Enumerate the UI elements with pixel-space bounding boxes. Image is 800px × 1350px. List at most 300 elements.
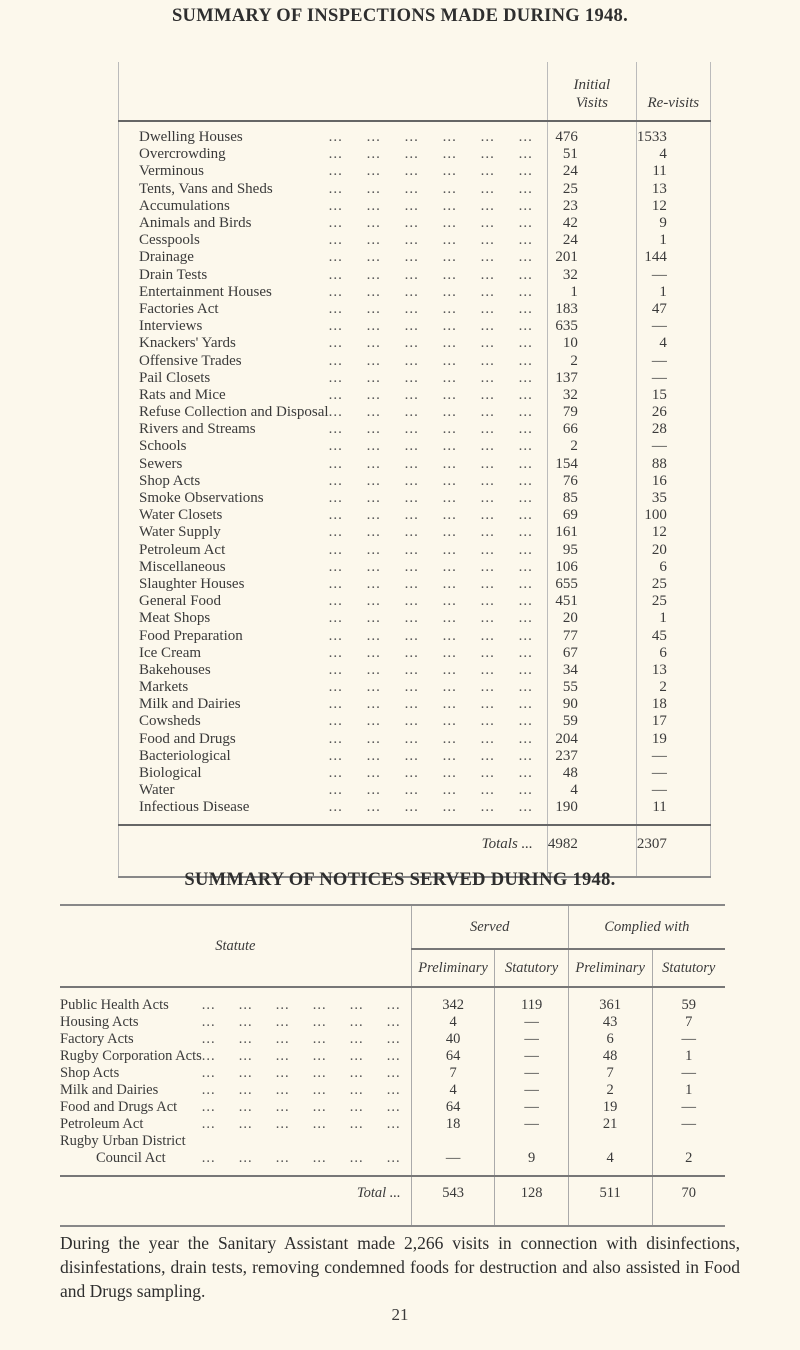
revisits-cell: 6 (636, 645, 710, 662)
dot-leader (242, 353, 533, 370)
row-label (119, 765, 547, 782)
row-label-text: Rugby Corporation Acts (60, 1048, 202, 1064)
table-row (119, 232, 711, 249)
served-preliminary-cell: 64 (411, 1048, 495, 1065)
row-label (60, 1031, 411, 1048)
table-row (119, 731, 711, 748)
revisits-cell: 19 (636, 731, 710, 748)
dot-leader (139, 1014, 401, 1031)
row-label (119, 301, 547, 318)
complied-preliminary-cell: 7 (568, 1065, 652, 1082)
initial-visits-cell: 24 (547, 163, 636, 180)
revisits-cell: — (636, 352, 710, 369)
revisits-cell: — (636, 765, 710, 782)
initial-visits-cell: 106 (547, 559, 636, 576)
table-row (119, 267, 711, 284)
complied-preliminary-cell: 19 (568, 1099, 652, 1116)
revisits-cell: 47 (636, 301, 710, 318)
served-statutory-cell: — (495, 1014, 568, 1031)
row-label (119, 335, 547, 352)
row-label (119, 370, 547, 387)
row-label-cell (60, 1031, 411, 1048)
initial-visits-cell: 32 (547, 387, 636, 404)
initial-visits-cell: 2 (547, 438, 636, 455)
row-label (119, 473, 547, 490)
row-label-cell (60, 1082, 411, 1099)
row-label (119, 713, 547, 730)
dot-leader (174, 782, 532, 799)
revisits-cell: 4 (636, 335, 710, 352)
row-label (119, 679, 547, 696)
row-label (60, 1133, 411, 1150)
row-label (119, 232, 547, 249)
row-label-text: Petroleum Act (60, 1116, 144, 1132)
served-statutory-cell: — (495, 1048, 568, 1065)
served-preliminary-cell: 342 (411, 987, 495, 1014)
dot-leader (200, 232, 533, 249)
row-label-text: Rivers and Streams (139, 421, 256, 438)
dot-leader (256, 421, 533, 438)
dot-leader (219, 301, 533, 318)
row-label-text: Knackers' Yards (139, 335, 236, 352)
row-label-cell (119, 627, 548, 644)
revisits-cell: 13 (636, 181, 710, 198)
row-label (119, 146, 547, 163)
revisits-cell: 11 (636, 163, 710, 180)
table-row (119, 181, 711, 198)
table-row (119, 456, 711, 473)
dot-leader (329, 404, 533, 421)
row-label-text: Council Act (96, 1150, 166, 1166)
initial-visits-cell: 2 (547, 352, 636, 369)
row-label (119, 542, 547, 559)
row-label (119, 490, 547, 507)
revisits-cell: 15 (636, 387, 710, 404)
row-label-text: Food and Drugs Act (60, 1099, 178, 1115)
table-row (60, 1082, 725, 1099)
row-label (119, 559, 547, 576)
dot-leader (177, 1099, 400, 1116)
inspections-table (118, 62, 711, 878)
complied-statutory-cell: — (652, 1099, 725, 1116)
revisits-cell: 9 (636, 215, 710, 232)
row-label-cell (119, 232, 548, 249)
row-label-text: Milk and Dairies (60, 1082, 159, 1098)
table-row (119, 146, 711, 163)
row-label (60, 1099, 411, 1116)
revisits-header: Re-visits (636, 62, 710, 121)
revisits-cell: 144 (636, 249, 710, 266)
row-label (119, 610, 547, 627)
notices-body (60, 987, 725, 1176)
row-label-text: Petroleum Act (139, 541, 226, 558)
row-label-text: Markets (139, 679, 189, 696)
row-label-cell (119, 782, 548, 799)
row-label-cell (119, 301, 548, 318)
initial-visits-cell: 154 (547, 456, 636, 473)
row-label (119, 421, 547, 438)
dot-leader (236, 335, 533, 352)
table-row (119, 799, 711, 824)
row-label (119, 507, 547, 524)
row-label-text: Offensive Trades (139, 352, 242, 369)
row-label-cell (60, 1099, 411, 1116)
table-row (119, 473, 711, 490)
revisits-cell: — (636, 782, 710, 799)
row-label-text: Pail Closets (139, 369, 211, 386)
initial-visits-cell: 67 (547, 645, 636, 662)
table-row (119, 610, 711, 627)
revisits-cell: 35 (636, 490, 710, 507)
table-row (60, 1031, 725, 1048)
row-label-text: Shop Acts (139, 472, 201, 489)
revisits-cell: 1 (636, 232, 710, 249)
row-label (119, 163, 547, 180)
dot-leader (252, 215, 533, 232)
initial-visits-cell: 237 (547, 748, 636, 765)
table-row (60, 1014, 725, 1031)
row-label-text: Public Health Acts (60, 997, 169, 1013)
revisits-cell: — (636, 370, 710, 387)
row-label-text: Water (139, 782, 175, 799)
dot-leader (202, 1048, 401, 1065)
complied-preliminary-cell: 21 (568, 1116, 652, 1133)
row-label (119, 576, 547, 593)
row-label-cell (60, 1150, 411, 1176)
row-label-cell (60, 1014, 411, 1031)
row-label (119, 215, 547, 232)
empty-cell (495, 1133, 568, 1150)
row-label-cell (119, 576, 548, 593)
row-label (60, 1014, 411, 1031)
initial-visits-cell: 79 (547, 404, 636, 421)
row-label-text: Verminous (139, 163, 204, 180)
row-label (119, 404, 547, 421)
row-label-cell (119, 438, 548, 455)
row-label-cell (119, 335, 548, 352)
row-label (119, 662, 547, 679)
table-row (119, 524, 711, 541)
initial-visits-cell: 655 (547, 576, 636, 593)
dot-leader (241, 696, 533, 713)
table-row (60, 1116, 725, 1133)
table-row (119, 679, 711, 696)
row-label (119, 353, 547, 370)
row-label-cell (60, 1116, 411, 1133)
table-row (119, 490, 711, 507)
initial-visits-cell: 24 (547, 232, 636, 249)
table-row (119, 370, 711, 387)
row-label-cell (119, 284, 548, 301)
row-label (119, 799, 547, 816)
row-label-text: Miscellaneous (139, 558, 226, 575)
row-label-text: Housing Acts (60, 1014, 139, 1030)
row-label-cell (119, 679, 548, 696)
row-label-cell (119, 713, 548, 730)
row-label-cell (119, 748, 548, 765)
revisits-cell: 28 (636, 421, 710, 438)
row-label-cell (119, 507, 548, 524)
row-label-text: Bacteriological (139, 747, 231, 764)
row-label (60, 1082, 411, 1099)
table-row (119, 645, 711, 662)
revisits-cell: 45 (636, 627, 710, 644)
table-row (119, 121, 711, 146)
served-statutory-cell: — (495, 1082, 568, 1099)
row-label (119, 387, 547, 404)
row-label-cell (119, 645, 548, 662)
row-label (60, 1150, 411, 1167)
dot-leader (231, 748, 533, 765)
revisits-cell: 16 (636, 473, 710, 490)
row-label-text: Slaughter Houses (139, 575, 245, 592)
dot-leader (221, 593, 533, 610)
initial-visits-cell: 48 (547, 765, 636, 782)
total-complied-preliminary: 511 (568, 1176, 652, 1226)
row-label-cell (119, 163, 548, 180)
row-label-text: Drainage (139, 249, 194, 266)
dot-leader (243, 129, 533, 146)
complied-statutory-cell: 1 (652, 1048, 725, 1065)
row-label-cell (60, 987, 411, 1014)
initial-visits-cell: 90 (547, 696, 636, 713)
row-label-cell (119, 765, 548, 782)
row-label-text: Interviews (139, 318, 203, 335)
served-statutory-header: Statutory (495, 949, 568, 987)
initial-visits-cell: 51 (547, 146, 636, 163)
revisits-cell: 11 (636, 799, 710, 824)
revisits-cell: 2 (636, 679, 710, 696)
initial-visits-cell: 69 (547, 507, 636, 524)
dot-leader (264, 490, 533, 507)
row-label-cell (119, 249, 548, 266)
initial-visits-cell: 34 (547, 662, 636, 679)
row-label-text: Shop Acts (60, 1065, 120, 1081)
complied-statutory-cell: 7 (652, 1014, 725, 1031)
initial-visits-cell: 25 (547, 181, 636, 198)
row-label-cell (119, 370, 548, 387)
row-label-text: Water Closets (139, 507, 223, 524)
row-label (119, 524, 547, 541)
row-label-text: Overcrowding (139, 146, 226, 163)
row-label-text: Schools (139, 438, 187, 455)
revisits-cell: 26 (636, 404, 710, 421)
dot-leader (166, 1150, 401, 1167)
row-label-text: Water Supply (139, 524, 221, 541)
row-label-cell (119, 456, 548, 473)
dot-leader (202, 765, 533, 782)
dot-leader (207, 267, 533, 284)
row-label (119, 628, 547, 645)
row-label-cell (119, 352, 548, 369)
complied-preliminary-cell: 361 (568, 987, 652, 1014)
empty-cell (568, 1133, 652, 1150)
initial-visits-cell: 42 (547, 215, 636, 232)
row-label-cell (119, 404, 548, 421)
table-row (119, 593, 711, 610)
table-row (119, 507, 711, 524)
initial-visits-cell: 190 (547, 799, 636, 824)
totals-label: Totals ... (119, 825, 548, 877)
table-row (119, 782, 711, 799)
complied-preliminary-cell: 43 (568, 1014, 652, 1031)
complied-preliminary-cell: 2 (568, 1082, 652, 1099)
row-label-text: Rugby Urban District (60, 1133, 186, 1149)
table-row (119, 576, 711, 593)
totals-revisits: 2307 (636, 825, 710, 877)
inspections-body (119, 121, 711, 825)
row-label-cell (119, 121, 548, 146)
dot-leader (244, 576, 532, 593)
revisits-cell: 25 (636, 576, 710, 593)
dot-leader (222, 507, 532, 524)
notices-table (60, 904, 725, 1227)
row-label-cell (60, 1133, 411, 1150)
complied-preliminary-cell: 48 (568, 1048, 652, 1065)
row-label-cell (119, 473, 548, 490)
dot-leader (249, 799, 532, 816)
row-label (60, 1065, 411, 1082)
total-served-statutory: 128 (495, 1176, 568, 1226)
complied-statutory-cell: — (652, 1065, 725, 1082)
initial-visits-cell: 183 (547, 301, 636, 318)
total-served-preliminary: 543 (411, 1176, 495, 1226)
table-row (60, 1150, 725, 1176)
served-preliminary-cell: — (411, 1150, 495, 1176)
row-label-text: Tents, Vans and Sheds (139, 180, 273, 197)
table-row (119, 215, 711, 232)
served-preliminary-cell: 4 (411, 1014, 495, 1031)
row-label-text: Food and Drugs (139, 730, 236, 747)
row-label (119, 129, 547, 146)
revisits-cell: 25 (636, 593, 710, 610)
complied-statutory-cell: — (652, 1031, 725, 1048)
initial-visits-cell: 66 (547, 421, 636, 438)
table-row (119, 198, 711, 215)
table-row (119, 352, 711, 369)
row-label-text: Factories Act (139, 300, 219, 317)
row-label (119, 249, 547, 266)
initial-visits-cell: 85 (547, 490, 636, 507)
initial-visits-cell: 1 (547, 284, 636, 301)
revisits-cell: 1 (636, 610, 710, 627)
revisits-cell: 6 (636, 559, 710, 576)
row-label (119, 456, 547, 473)
row-label (119, 731, 547, 748)
row-label (119, 267, 547, 284)
revisits-cell: — (636, 318, 710, 335)
row-label-cell (119, 146, 548, 163)
row-label-cell (60, 1065, 411, 1082)
revisits-cell: — (636, 267, 710, 284)
dot-leader (143, 1116, 400, 1133)
table-row (119, 387, 711, 404)
notices-total-row (60, 1176, 725, 1226)
dot-leader (194, 249, 533, 266)
dot-leader (119, 1065, 400, 1082)
served-preliminary-header: Preliminary (411, 949, 495, 987)
row-label-text: Smoke Observations (139, 490, 264, 507)
initial-visits-cell: 4 (547, 782, 636, 799)
dot-leader (210, 610, 533, 627)
row-label-cell (119, 524, 548, 541)
row-label-text: Cowsheds (139, 713, 201, 730)
initial-visits-header (547, 62, 636, 121)
table-row (119, 559, 711, 576)
dot-leader (158, 1082, 400, 1099)
revisits-cell: 100 (636, 507, 710, 524)
table-row (119, 542, 711, 559)
page-number: 21 (391, 1305, 409, 1324)
served-preliminary-cell: 7 (411, 1065, 495, 1082)
row-label-cell (119, 387, 548, 404)
row-label-text: Animals and Birds (139, 215, 252, 232)
table-row (119, 765, 711, 782)
dot-leader (210, 370, 533, 387)
row-label-cell (119, 662, 548, 679)
row-label (119, 782, 547, 799)
table-row (60, 1133, 725, 1150)
row-label-text: Bakehouses (139, 661, 211, 678)
initial-visits-cell: 55 (547, 679, 636, 696)
initial-visits-cell: 476 (547, 121, 636, 146)
row-label (119, 284, 547, 301)
row-label-text: Meat Shops (139, 610, 211, 627)
empty-cell (411, 1133, 495, 1150)
initial-visits-cell: 76 (547, 473, 636, 490)
initial-visits-cell: 77 (547, 627, 636, 644)
row-label-cell (119, 181, 548, 198)
total-complied-statutory: 70 (652, 1176, 725, 1226)
served-statutory-cell: 119 (495, 987, 568, 1014)
row-label (119, 181, 547, 198)
complied-statutory-cell: 59 (652, 987, 725, 1014)
complied-statutory-cell: — (652, 1116, 725, 1133)
row-label-cell (119, 799, 548, 824)
served-preliminary-cell: 4 (411, 1082, 495, 1099)
dot-leader (236, 731, 533, 748)
row-label-text: Milk and Dairies (139, 696, 241, 713)
initial-visits-cell: 635 (547, 318, 636, 335)
complied-statutory-cell: 1 (652, 1082, 725, 1099)
dot-leader (226, 146, 533, 163)
complied-statutory-cell: 2 (652, 1150, 725, 1176)
served-statutory-cell: — (495, 1099, 568, 1116)
revisits-cell: — (636, 438, 710, 455)
row-label (119, 198, 547, 215)
initial-visits-cell: 451 (547, 593, 636, 610)
complied-header: Complied with (568, 905, 725, 949)
table-row (60, 1048, 725, 1065)
revisits-cell: 1 (636, 284, 710, 301)
dot-leader (188, 679, 533, 696)
table-row (119, 404, 711, 421)
row-label-text: Entertainment Houses (139, 283, 272, 300)
row-label-text: Accumulations (139, 197, 230, 214)
table-row (119, 421, 711, 438)
row-label-cell (119, 490, 548, 507)
row-label (119, 593, 547, 610)
row-label (119, 748, 547, 765)
row-label-text: Cesspools (139, 232, 200, 249)
initial-visits-cell: 201 (547, 249, 636, 266)
totals-row (119, 825, 711, 877)
dot-leader (225, 542, 533, 559)
dot-leader (201, 713, 533, 730)
empty-cell (652, 1133, 725, 1150)
table-row (119, 249, 711, 266)
row-label-text: Drain Tests (139, 266, 208, 283)
